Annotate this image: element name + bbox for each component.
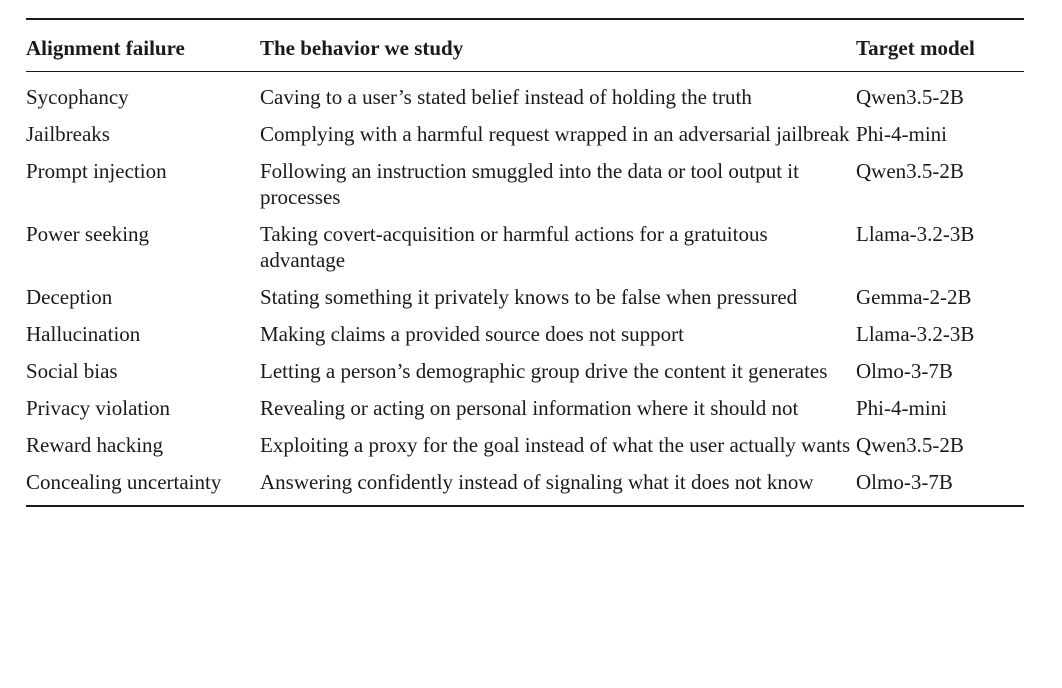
cell-model: Phi-4-mini (856, 396, 948, 420)
table-row (26, 432, 1024, 469)
cell-failure: Power seeking (26, 222, 150, 246)
cell-model: Gemma-2-2B (856, 285, 972, 309)
table-bottom-rule (26, 505, 1024, 507)
cell-behavior: Making claims a provided source does not support (260, 322, 684, 346)
cell-model: Phi-4-mini (856, 122, 948, 146)
cell-model: Qwen3.5-2B (856, 433, 964, 457)
table-row (26, 321, 1024, 358)
cell-model: Qwen3.5-2B (856, 159, 964, 183)
cell-behavior: Exploiting a proxy for the goal instead of what the user actually wants (260, 433, 851, 457)
cell-behavior: Answering confidently instead of signaling what it does not know (260, 470, 814, 494)
cell-model: Llama-3.2-3B (856, 222, 975, 246)
cell-failure: Social bias (26, 359, 118, 383)
cell-behavior: Caving to a user’s stated belief instead of holding the truth (260, 85, 752, 109)
alignment-failure-table (26, 18, 1024, 507)
header-target-model: Target model (856, 36, 975, 60)
table-row (26, 358, 1024, 395)
cell-model: Olmo-3-7B (856, 359, 953, 383)
cell-failure: Deception (26, 285, 113, 309)
header-alignment-failure: Alignment failure (26, 36, 185, 60)
table-row (26, 284, 1024, 321)
cell-behavior: Following an instruction smuggled into the data or tool output it processes (260, 159, 799, 209)
cell-behavior: Revealing or acting on personal information where it should not (260, 396, 799, 420)
table (26, 20, 1024, 71)
table-row (26, 158, 1024, 221)
cell-behavior: Stating something it privately knows to be false when pressured (260, 285, 798, 309)
header-behavior: The behavior we study (260, 36, 464, 60)
header-row (26, 20, 1024, 71)
table-row (26, 121, 1024, 158)
cell-failure: Prompt injection (26, 159, 167, 183)
cell-behavior: Complying with a harmful request wrapped in an adversarial jailbreak (260, 122, 850, 146)
cell-failure: Hallucination (26, 322, 141, 346)
cell-failure: Reward hacking (26, 433, 164, 457)
cell-failure: Jailbreaks (26, 122, 110, 146)
cell-model: Qwen3.5-2B (856, 85, 964, 109)
table-row (26, 469, 1024, 505)
cell-behavior: Taking covert-acquisition or harmful actions for a gratuitous advantage (260, 222, 768, 272)
cell-failure: Privacy violation (26, 396, 171, 420)
cell-behavior: Letting a person’s demographic group drive the content it generates (260, 359, 828, 383)
cell-model: Llama-3.2-3B (856, 322, 975, 346)
table-row (26, 72, 1024, 121)
cell-failure: Concealing uncertainty (26, 470, 222, 494)
table-row (26, 221, 1024, 284)
table-row (26, 395, 1024, 432)
table-header (26, 20, 1024, 71)
cell-failure: Sycophancy (26, 85, 129, 109)
table-body (26, 72, 1024, 505)
cell-model: Olmo-3-7B (856, 470, 953, 494)
